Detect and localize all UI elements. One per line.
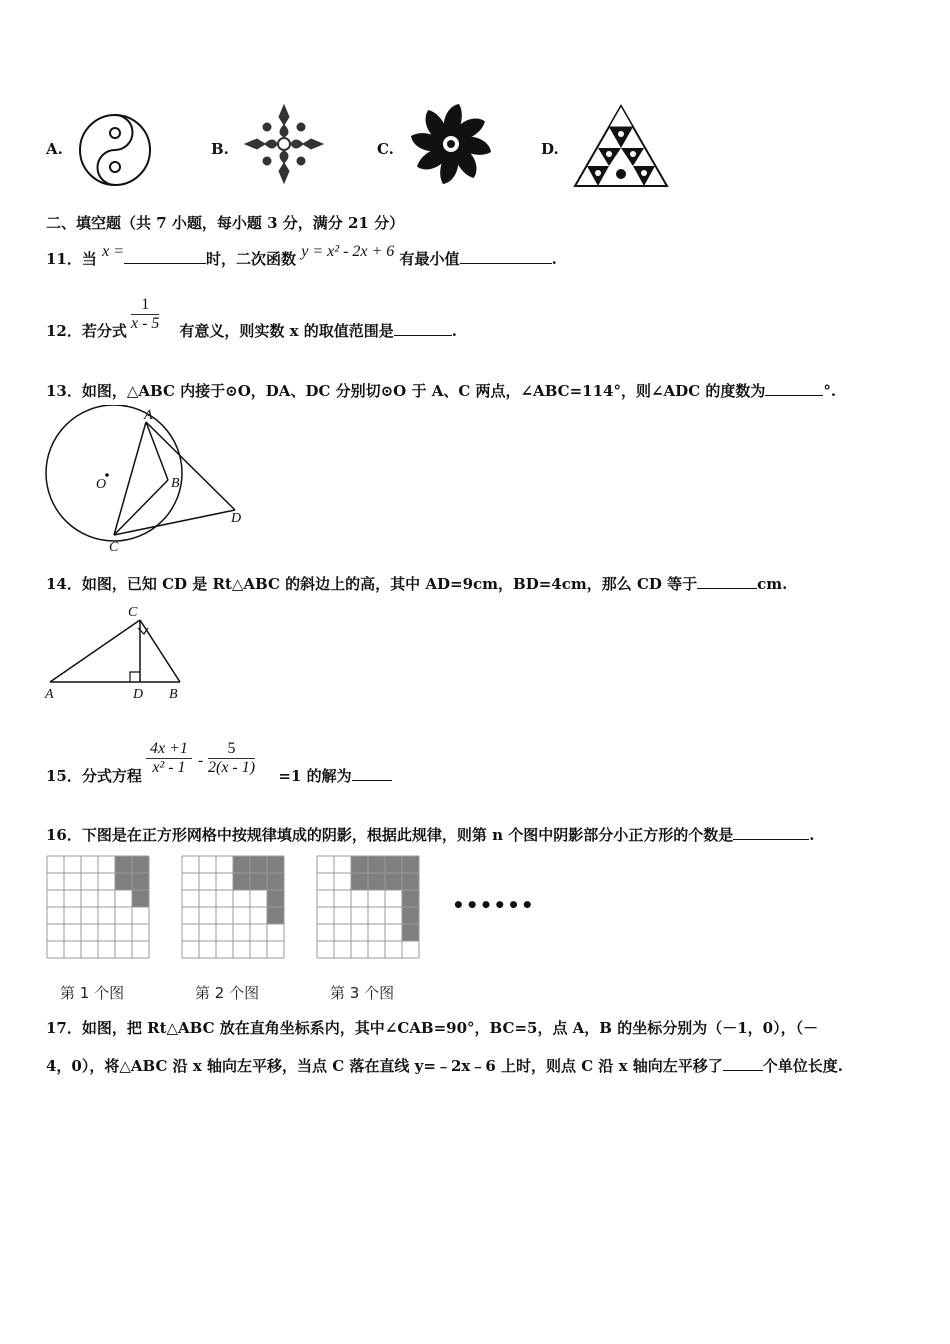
- shaded-cell: [351, 856, 368, 873]
- point-c-label: C: [109, 540, 119, 555]
- grid-caption-2: 第 2 个图: [195, 984, 260, 1002]
- question-15: 15．分式方程 =1 的解为: [46, 765, 392, 786]
- grid-caption-3: 第 3 个图: [330, 984, 395, 1002]
- point-a-label: A: [144, 408, 153, 423]
- shaded-cell: [132, 873, 149, 890]
- fraction-q15-right: $\frac{5}{2(x - 1)}$: [208, 740, 256, 776]
- shaded-cell: [402, 890, 419, 907]
- question-11: 11．当 x = 时，二次函数 y = x² - 2x + 6 有最小值 .: [46, 243, 557, 268]
- option-a-label: A.: [46, 140, 63, 158]
- point-c-label: C: [128, 605, 138, 620]
- triangle-pattern-icon: [573, 104, 669, 188]
- option-d-label: D.: [541, 140, 559, 158]
- yin-yang-icon: [77, 112, 153, 188]
- point-a-label: A: [45, 687, 54, 702]
- section-title: 二、填空题（共 7 小题，每小题 3 分，满分 21 分）: [46, 214, 405, 232]
- point-d-label: D: [231, 511, 242, 526]
- grid-figure-3: [316, 855, 421, 960]
- shaded-cell: [115, 856, 132, 873]
- shaded-cell: [250, 856, 267, 873]
- fraction-q15-left: $\frac{4x +1}{\text{x² - 1}}$: [146, 740, 192, 777]
- point-d-label: D: [133, 687, 144, 702]
- grid-figure-1: [46, 855, 151, 960]
- question-12: 12．若分式 有意义，则实数 x 的取值范围是 .: [46, 322, 457, 340]
- shaded-cell: [132, 856, 149, 873]
- shaded-cell: [115, 873, 132, 890]
- answer-blank[interactable]: [460, 249, 552, 264]
- point-b-label: B: [169, 687, 178, 702]
- shaded-cell: [250, 873, 267, 890]
- question-17-line-2: 4，0），将△ABC 沿 x 轴向左平移，当点 C 落在直线 y=﹣2x﹣6 上时，则点 C 沿 x 轴向左平移了 个单位长度.: [46, 1057, 843, 1075]
- circle-tangent-figure: [42, 405, 252, 555]
- shaded-cell: [402, 873, 419, 890]
- shaded-cell: [385, 873, 402, 890]
- shaded-cell: [267, 856, 284, 873]
- shaded-cell: [233, 873, 250, 890]
- question-13: 13．如图，△ABC 内接于⊙O，DA、DC 分别切⊙O 于 A、C 两点，∠ABC=114°，则∠ADC 的度数为 °.: [46, 382, 837, 400]
- fraction-q12: $\frac{1}{x - 5}$: [131, 296, 160, 332]
- question-17-line-1: 17．如图，把 Rt△ABC 放在直角坐标系内，其中∠CAB=90°，BC=5，点 A，B 的坐标分别为（－1，0），（－: [46, 1019, 819, 1037]
- option-c-label: C.: [377, 140, 394, 158]
- shaded-cell: [402, 924, 419, 941]
- answer-blank[interactable]: [765, 381, 823, 396]
- shaded-cell: [267, 890, 284, 907]
- shaded-cell: [267, 907, 284, 924]
- question-16: 16．下图是在正方形网格中按规律填成的阴影，根据此规律，则第 n 个图中阴影部分小正方形的个数是 .: [46, 826, 815, 844]
- grid-caption-1: 第 1 个图: [60, 984, 125, 1002]
- grid-figure-2: [181, 855, 286, 960]
- shaded-cell: [132, 890, 149, 907]
- answer-blank[interactable]: [697, 574, 757, 589]
- shaded-cell: [233, 856, 250, 873]
- shaded-cell: [402, 907, 419, 924]
- answer-blank[interactable]: [352, 766, 392, 781]
- shaded-cell: [385, 856, 402, 873]
- shaded-cell: [267, 873, 284, 890]
- continuation-dots: ••••••: [452, 893, 535, 917]
- shaded-cell: [368, 873, 385, 890]
- shaded-cell: [368, 856, 385, 873]
- right-triangle-figure: [42, 602, 192, 704]
- option-b-label: B.: [211, 140, 229, 158]
- answer-blank[interactable]: [124, 249, 206, 264]
- pinwheel-flower-icon: [407, 100, 495, 188]
- shaded-cell: [351, 873, 368, 890]
- answer-blank[interactable]: [723, 1056, 763, 1071]
- point-b-label: B: [171, 476, 180, 491]
- answer-blank[interactable]: [394, 321, 452, 336]
- answer-blank[interactable]: [733, 825, 809, 840]
- question-14: 14．如图，已知 CD 是 Rt△ABC 的斜边上的高，其中 AD=9cm，BD=4cm，那么 CD 等于 cm.: [46, 575, 788, 593]
- minus-sign: -: [198, 752, 204, 769]
- flower-ornament-icon: [243, 103, 325, 185]
- shaded-cell: [402, 856, 419, 873]
- point-o-label: O: [96, 477, 107, 492]
